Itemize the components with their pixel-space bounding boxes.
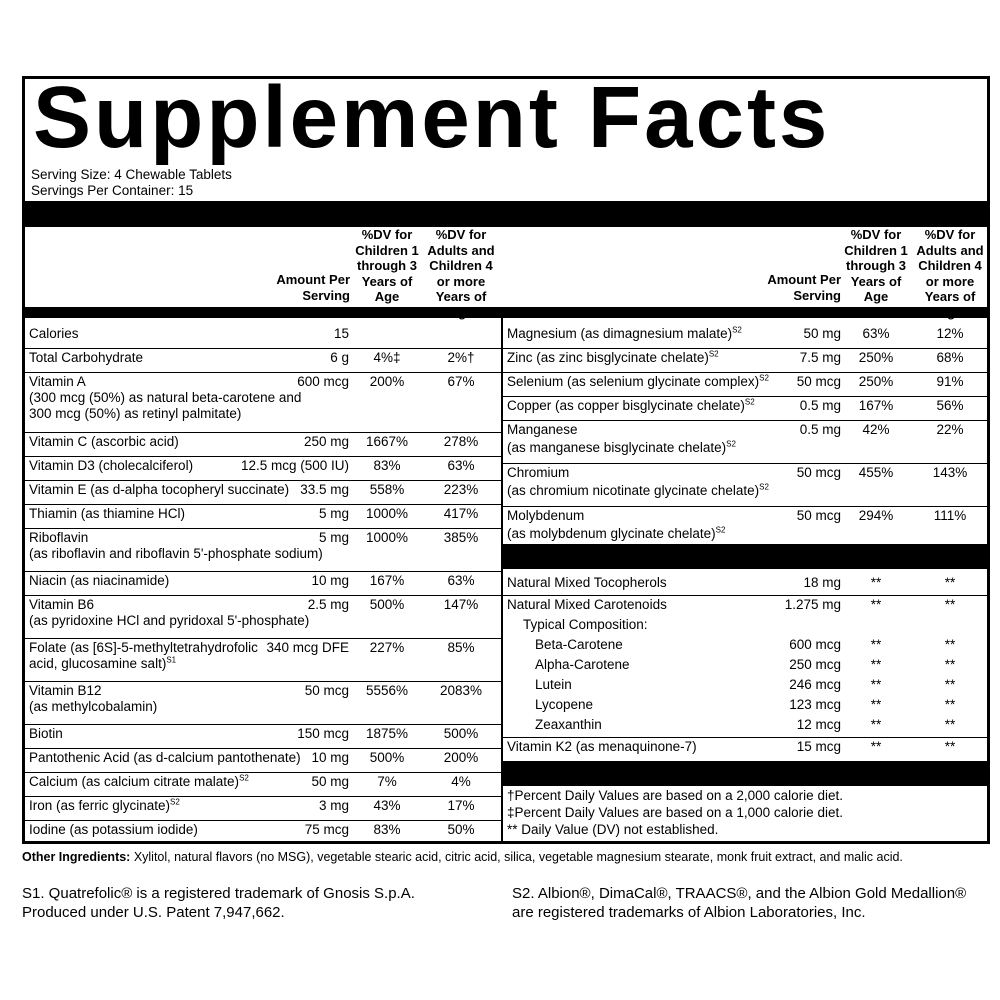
dv-children: 42% <box>862 422 890 437</box>
row-divider <box>25 504 501 505</box>
dv-children: ** <box>870 717 882 732</box>
amount-per-serving: 18 mg <box>803 575 841 590</box>
header-dv-children-left: %DV for Children 1 through 3 Years of Age <box>355 227 419 304</box>
dv-adults: 223% <box>443 482 479 497</box>
dv-children: 83% <box>373 822 401 837</box>
row-divider <box>25 772 501 773</box>
dv-adults: ** <box>944 575 956 590</box>
dv-adults: 17% <box>447 798 475 813</box>
dv-children: 63% <box>862 326 890 341</box>
nutrient-name: Iodine (as potassium iodide) <box>29 822 198 837</box>
dv-children: 83% <box>373 458 401 473</box>
nutrient-name: Molybdenum <box>507 508 585 523</box>
row-divider <box>25 432 501 433</box>
row-divider <box>25 372 501 373</box>
amount-per-serving: 15 <box>333 326 349 341</box>
dv-adults: 278% <box>443 434 479 449</box>
nutrient-name: Manganese <box>507 422 578 437</box>
dv-adults: 4% <box>451 774 471 789</box>
nutrient-detail: acid, glucosamine salt)$^{S1}$ <box>29 655 177 671</box>
note-s2 <box>512 884 966 922</box>
nutrient-name: Typical Composition: <box>523 617 648 632</box>
nutrient-name: Vitamin D3 (cholecalciferol) <box>29 458 194 473</box>
amount-per-serving: 5 mg <box>318 506 349 521</box>
amount-per-serving: 250 mcg <box>789 657 841 672</box>
amount-per-serving: 12.5 mcg (500 IU) <box>240 458 349 473</box>
row-divider <box>25 748 501 749</box>
nutrient-detail: (as riboflavin and riboflavin 5'-phosphate sodium) <box>29 546 323 561</box>
nutrient-name: Vitamin B12 <box>29 683 102 698</box>
nutrient-detail: (300 mcg (50%) as natural beta-carotene and 300 mcg (50%) as retinyl palmitate) <box>29 390 302 421</box>
dv-adults: 50% <box>447 822 475 837</box>
other-ingredients <box>22 850 903 864</box>
footnote-2000: †Percent Daily Values are based on a 2,000 calorie diet. <box>507 788 843 803</box>
row-divider <box>25 681 501 682</box>
dv-children: ** <box>870 697 882 712</box>
nutrient-name: Natural Mixed Carotenoids <box>507 597 667 612</box>
nutrient-name: Chromium <box>507 465 570 480</box>
dv-children: 250% <box>858 350 894 365</box>
note-s2-line2: are registered trademarks of Albion Laboratories, Inc. <box>512 904 866 921</box>
dv-adults: 200% <box>443 750 479 765</box>
dv-adults: 22% <box>936 422 964 437</box>
dv-adults: ** <box>944 677 956 692</box>
row-divider <box>25 456 501 457</box>
note-s1-line2: Produced under U.S. Patent 7,947,662. <box>22 904 285 921</box>
amount-per-serving: 0.5 mg <box>799 422 841 437</box>
amount-per-serving: 2.5 mg <box>307 597 349 612</box>
dv-adults: 85% <box>447 640 475 655</box>
header-dv-adults-right: %DV for Adults and Children 4 or more Years of <box>916 227 984 304</box>
nutrient-name: Vitamin B6 <box>29 597 95 612</box>
nutrient-detail: (as manganese bisglycinate chelate)$^{S2}$ <box>507 439 736 455</box>
dv-children: 200% <box>369 374 405 389</box>
nutrient-name: Thiamin (as thiamine HCl) <box>29 506 186 521</box>
header-dv-children-right: %DV for Children 1 through 3 Years of Age <box>844 227 908 304</box>
nutrient-name: Vitamin A <box>29 374 86 389</box>
dv-children: 500% <box>369 750 405 765</box>
amount-per-serving: 50 mg <box>311 774 349 789</box>
footnote-1000: ‡Percent Daily Values are based on a 1,000 calorie diet. <box>507 805 843 820</box>
nutrient-name: Magnesium (as dimagnesium malate)$^{S2}$ <box>507 325 742 341</box>
amount-per-serving: 5 mg <box>318 530 349 545</box>
thick-divider <box>25 201 987 227</box>
header-amount-left: Amount Per Serving <box>276 272 350 303</box>
dv-adults: 500% <box>443 726 479 741</box>
amount-per-serving: 15 mcg <box>796 739 841 754</box>
nutrient-name: Zeaxanthin <box>535 717 602 732</box>
row-divider <box>25 724 501 725</box>
amount-per-serving: 246 mcg <box>789 677 841 692</box>
amount-per-serving: 33.5 mg <box>300 482 349 497</box>
dv-children: ** <box>870 677 882 692</box>
dv-children: 558% <box>369 482 405 497</box>
dv-children: 1000% <box>365 506 409 521</box>
row-divider <box>503 348 987 349</box>
dv-adults: 111% <box>933 508 967 523</box>
dv-children: 5556% <box>365 683 409 698</box>
dv-children: 167% <box>858 398 894 413</box>
nutrient-name: Niacin (as niacinamide) <box>29 573 170 588</box>
amount-per-serving: 123 mcg <box>789 697 841 712</box>
dv-adults: 385% <box>443 530 479 545</box>
supplement-facts-panel <box>22 69 990 844</box>
dv-children: 1000% <box>365 530 409 545</box>
other-ingredients-label: Other Ingredients: <box>22 850 131 864</box>
header-amount-right: Amount Per Serving <box>767 272 841 303</box>
row-divider <box>503 506 987 507</box>
dv-children: 43% <box>373 798 401 813</box>
row-divider <box>25 348 501 349</box>
dv-children: 500% <box>369 597 405 612</box>
nutrient-name: Zinc (as zinc bisglycinate chelate)$^{S2}$ <box>507 349 719 365</box>
nutrient-name: Natural Mixed Tocopherols <box>507 575 667 590</box>
amount-per-serving: 50 mcg <box>796 508 841 523</box>
dv-adults: 417% <box>443 506 479 521</box>
amount-per-serving: 50 mcg <box>796 374 841 389</box>
row-divider <box>503 420 987 421</box>
dv-adults: 91% <box>936 374 964 389</box>
dv-children: 1667% <box>365 434 409 449</box>
dv-adults: 2083% <box>439 683 483 698</box>
dv-children: 4%‡ <box>373 350 401 365</box>
dv-adults: 56% <box>936 398 964 413</box>
nutrient-name: Biotin <box>29 726 63 741</box>
header-divider <box>25 307 987 318</box>
dv-children: 294% <box>858 508 894 523</box>
nutrient-name: Copper (as copper bisglycinate chelate)$^{S2}$ <box>507 397 755 413</box>
nutrient-name: Selenium (as selenium glycinate complex)$^{S2}$ <box>507 373 769 389</box>
dv-adults: 12% <box>936 326 964 341</box>
dv-adults: 147% <box>443 597 479 612</box>
amount-per-serving: 250 mg <box>303 434 349 449</box>
nutrient-detail: (as methylcobalamin) <box>29 699 158 714</box>
dv-children: 227% <box>369 640 405 655</box>
amount-per-serving: 150 mcg <box>297 726 349 741</box>
panel-title: Supplement Facts <box>33 69 831 166</box>
nutrient-detail: (as molybdenum glycinate chelate)$^{S2}$ <box>507 525 726 541</box>
dv-children: 455% <box>858 465 894 480</box>
servings-per-container: Servings Per Container: 15 <box>31 183 194 198</box>
amount-per-serving: 7.5 mg <box>799 350 841 365</box>
row-divider <box>503 595 987 596</box>
row-divider <box>25 595 501 596</box>
row-divider <box>25 571 501 572</box>
dv-adults: ** <box>944 597 956 612</box>
nutrient-name: Vitamin E (as d-alpha tocopheryl succinate) <box>29 482 290 497</box>
dv-children: ** <box>870 739 882 754</box>
serving-size: Serving Size: 4 Chewable Tablets <box>31 167 232 182</box>
other-ingredients-text: Xylitol, natural flavors (no MSG), vegetable stearic acid, citric acid, silica, vegetable magnesium stearate, monk fruit extract, and malic acid. <box>130 850 903 864</box>
row-divider <box>503 372 987 373</box>
row-divider <box>25 638 501 639</box>
dv-children: ** <box>870 575 882 590</box>
dv-adults: 63% <box>447 573 475 588</box>
amount-per-serving: 50 mg <box>803 326 841 341</box>
dv-children: 250% <box>858 374 894 389</box>
row-divider <box>25 480 501 481</box>
row-divider <box>25 820 501 821</box>
nutrient-name: Folate (as [6S]-5-methyltetrahydrofolic <box>29 640 258 655</box>
dv-adults: 63% <box>447 458 475 473</box>
nutrient-name: Beta-Carotene <box>535 637 623 652</box>
dv-children: ** <box>870 657 882 672</box>
amount-per-serving: 75 mcg <box>304 822 349 837</box>
amount-per-serving: 3 mg <box>318 798 349 813</box>
footnote-divider <box>503 761 987 786</box>
dv-children: ** <box>870 597 882 612</box>
nutrient-name: Calories <box>29 326 79 341</box>
nutrient-name: Pantothenic Acid (as d-calcium pantothenate) <box>29 750 301 765</box>
amount-per-serving: 600 mcg <box>297 374 349 389</box>
row-divider <box>503 463 987 464</box>
amount-per-serving: 340 mcg DFE <box>266 640 349 655</box>
dv-adults: 2%† <box>447 350 475 365</box>
dv-children: 167% <box>369 573 405 588</box>
nutrient-name: Total Carbohydrate <box>29 350 144 365</box>
nutrient-name: Riboflavin <box>29 530 89 545</box>
mineral-divider <box>503 544 987 569</box>
note-s1-line1: S1. Quatrefolic® is a registered trademark of Gnosis S.p.A. <box>22 885 415 902</box>
nutrient-name: Calcium (as calcium citrate malate)$^{S2}$ <box>29 773 249 789</box>
nutrient-name: Alpha-Carotene <box>535 657 630 672</box>
dv-adults: ** <box>944 739 956 754</box>
nutrient-name: Vitamin C (ascorbic acid) <box>29 434 179 449</box>
row-divider <box>25 528 501 529</box>
amount-per-serving: 6 g <box>330 350 349 365</box>
amount-per-serving: 1.275 mg <box>784 597 841 612</box>
nutrient-detail: (as chromium nicotinate glycinate chelate)$^{S2}$ <box>507 482 769 498</box>
nutrient-name: Lycopene <box>535 697 594 712</box>
dv-adults: ** <box>944 717 956 732</box>
dv-adults: ** <box>944 657 956 672</box>
nutrient-name: Iron (as ferric glycinate)$^{S2}$ <box>29 797 180 813</box>
header-dv-adults-left: %DV for Adults and Children 4 or more Years of <box>427 227 495 304</box>
dv-adults: 143% <box>932 465 968 480</box>
row-divider <box>25 796 501 797</box>
dv-children: 7% <box>377 774 397 789</box>
nutrient-detail: (as pyridoxine HCl and pyridoxal 5'-phosphate) <box>29 613 310 628</box>
dv-children: 1875% <box>365 726 409 741</box>
note-s2-line1: S2. Albion®, DimaCal®, TRAACS®, and the Albion Gold Medallion® <box>512 885 967 902</box>
amount-per-serving: 50 mcg <box>796 465 841 480</box>
amount-per-serving: 0.5 mg <box>799 398 841 413</box>
nutrient-name: Lutein <box>535 677 572 692</box>
amount-per-serving: 12 mcg <box>796 717 841 732</box>
dv-adults: 68% <box>936 350 964 365</box>
note-s1 <box>22 884 415 922</box>
dv-children: ** <box>870 637 882 652</box>
dv-adults: ** <box>944 637 956 652</box>
footnote-dv-not-established: ** Daily Value (DV) not established. <box>507 822 719 837</box>
dv-adults: 67% <box>447 374 475 389</box>
amount-per-serving: 10 mg <box>311 573 349 588</box>
amount-per-serving: 600 mcg <box>789 637 841 652</box>
amount-per-serving: 10 mg <box>311 750 349 765</box>
nutrient-name: Vitamin K2 (as menaquinone-7) <box>507 739 697 754</box>
row-divider <box>503 737 987 738</box>
amount-per-serving: 50 mcg <box>304 683 349 698</box>
dv-adults: ** <box>944 697 956 712</box>
